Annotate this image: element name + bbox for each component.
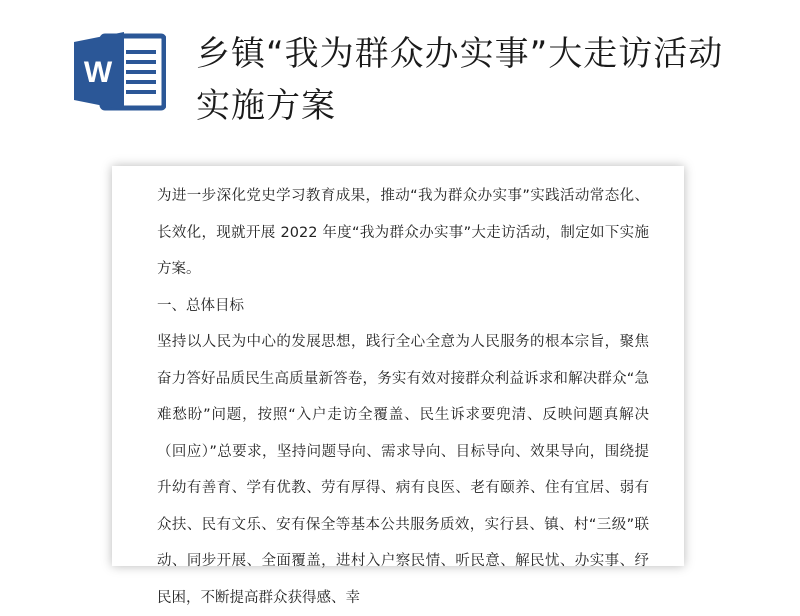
document-page bbox=[112, 166, 684, 606]
word-document-icon bbox=[74, 30, 166, 112]
word-icon-letter: W bbox=[83, 56, 113, 89]
document-content bbox=[157, 178, 649, 616]
page-title: 乡镇“我为群众办实事”大走访活动实施方案 bbox=[196, 34, 724, 126]
section-heading: 一、总体目标 bbox=[157, 297, 244, 314]
paragraph-intro: 为进一步深化党史学习教育成果，推动“我为群众办实事”实践活动常态化、长效化，现就开展 2022 年度“我为群众办实事”大走访活动，制定如下实施方案。 bbox=[157, 188, 649, 277]
paragraph-body: 坚持以人民为中心的发展思想，践行全心全意为人民服务的根本宗旨，聚焦奋力答好品质民生高质量新答卷，务实有效对接群众利益诉求和解决群众“急难愁盼”问题，按照“入户走访全覆盖、民生诉求要兜清、反映问题真解决（回应）”总要求，坚持问题导向、需求导向、目标导向、效果导向，围绕提升幼有善育、学有优教、劳有厚得、病有良医、老有颐养、住有宜居、弱有众扶、民有文乐、安有保全等基本公共服务质效，实行县、镇、村“三级”联动、同步开展、全面覆盖，进村入户察民情、听民意、解民忧、办实事、纾民困，不断提高群众获得感、幸 bbox=[157, 334, 649, 606]
header bbox=[0, 0, 800, 150]
